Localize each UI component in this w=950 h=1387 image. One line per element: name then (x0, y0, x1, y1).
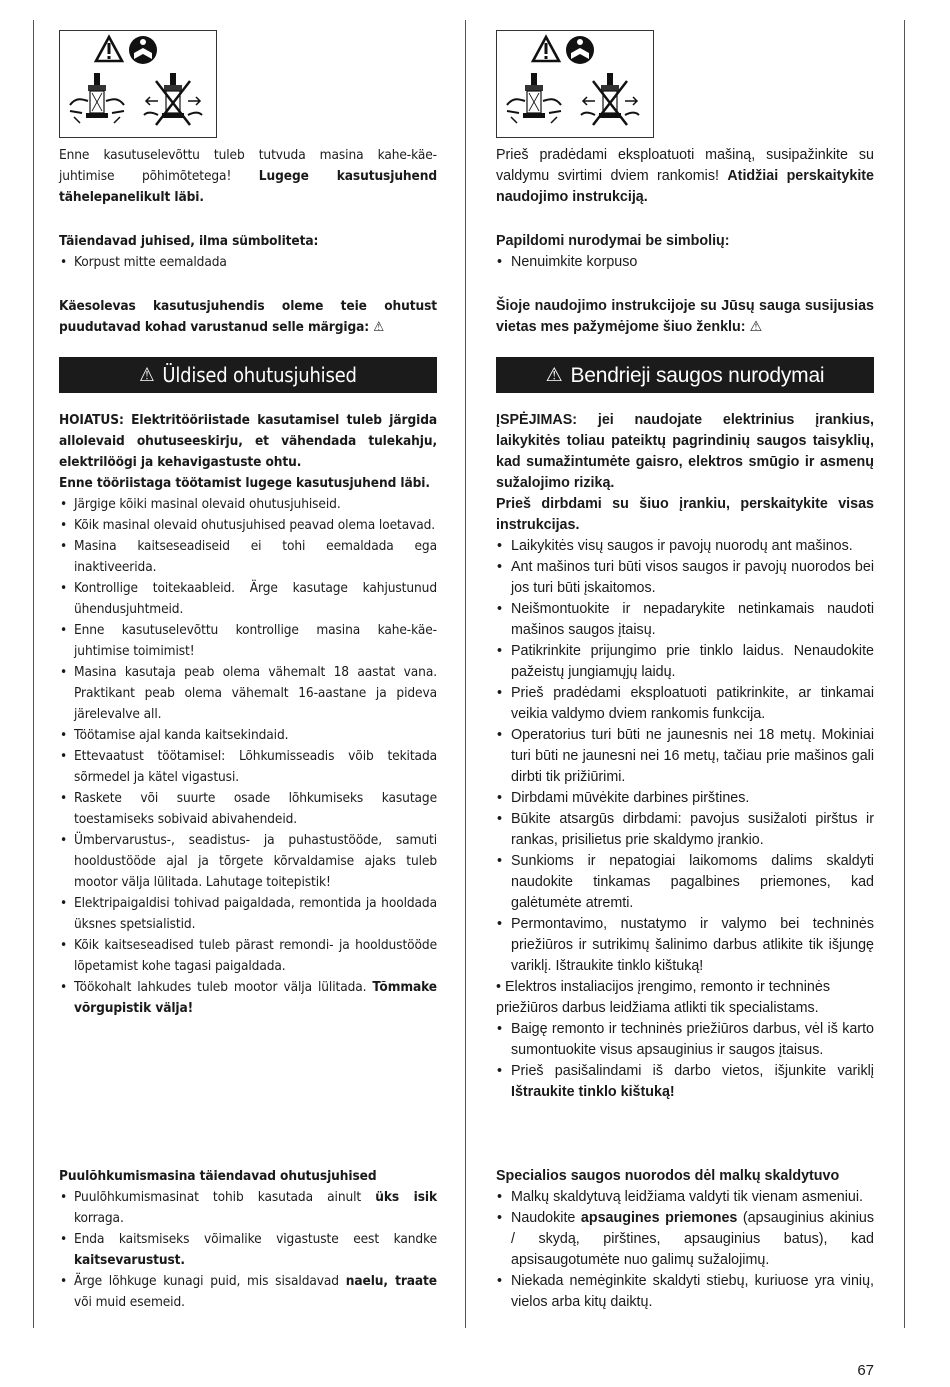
list-item: • Töötamise ajal kanda kaitsekindaid. (59, 725, 437, 746)
list-item: • Permontavimo, nustatymo ir valymo bei techninės priežiūros ir sutrikimų šalinimo darbus atlikite tik išjungę variklį. Ištraukite tinklo kištuką! (496, 914, 874, 977)
lithuanian-column (496, 30, 874, 1350)
last-item-text: Prieš pasišalindami iš darbo vietos, išjunkite variklį (511, 1063, 874, 1079)
intro-text: Prieš pradėdami eksploatuoti mašiną, susipažinkite su valdymu svirtimi dviem rankomis! (496, 147, 874, 184)
list-item: • Dirbdami mūvėkite darbines pirštines. (496, 788, 874, 809)
read-manual-icon (129, 36, 157, 64)
page-number: 67 (857, 1362, 874, 1379)
last-item-text: Töökohalt lahkudes tuleb mootor välja lülitada. (74, 979, 373, 995)
safety-pictogram-svg (497, 31, 653, 137)
warning-paragraph: ĮSPĖJIMAS: jei naudojate elektrinius įrankius, laikykitės toliau pateiktų pagrindinių saugos taisyklių, kad sumažintumėte gaisro, elektros smūgio ir asmenų sužalojimo riziką. (496, 412, 874, 491)
list-item: • Kõik kaitseseadised tuleb pärast remondi- ja hooldustööde lõpetamist kohe tagasi paigaldada. (59, 935, 437, 977)
special-safety-section (59, 1166, 437, 1313)
list-item: • Ant mašinos turi būti visos saugos ir pavojų nuorodos bei jos turi būti įskaitomos. (496, 557, 874, 599)
warning-triangle-icon: ⚠ (139, 363, 155, 386)
special-bold: apsaugines priemones (580, 1210, 738, 1226)
list-item: • Masina kasutaja peab olema vähemalt 18 aastat vana. Praktikant peab olema vähemalt 16-aastane ja pideva järelevalve all. (59, 662, 437, 725)
right-margin-rule (904, 20, 905, 1328)
intro-bold-text: Atidžiai perskaitykite naudojimo instrukciją. (496, 168, 875, 205)
special-text: Puulõhkumismasinat tohib kasutada ainult (74, 1189, 376, 1205)
last-item-bold: Tõmmake võrgupistik välja! (74, 979, 437, 1016)
intro-paragraph (59, 145, 437, 208)
machine-allowed-icon (507, 73, 561, 123)
special-list (496, 1187, 874, 1313)
list-item: • Neišmontuokite ir nepadarykite netinkamais naudoti mašinos saugos įtaisų. (496, 599, 874, 641)
list-item: • Kõik masinal olevaid ohutusjuhised peavad olema loetavad. (59, 515, 437, 536)
center-rule (465, 20, 466, 1328)
last-item-bold: Ištraukite tinklo kištuką! (511, 1084, 675, 1100)
special-bold: naelu, traate (345, 1273, 437, 1289)
intro-paragraph (496, 145, 874, 208)
list-item: • Baigę remonto ir techninės priežiūros darbus, vėl iš karto sumontuokite visus apsauginius ir saugos įtaisus. (496, 1019, 874, 1061)
list-item (59, 1229, 437, 1271)
list-item: • Patikrinkite prijungimo prie tinklo laidus. Nenaudokite pažeistų jungiamųjų laidų. (496, 641, 874, 683)
list-item (59, 1271, 437, 1313)
special-tail: korraga. (74, 1210, 124, 1226)
list-item (496, 1208, 874, 1271)
extra-instructions-heading: Papildomi nurodymai be simbolių: (496, 233, 730, 249)
banner-title: Bendrieji saugos nurodymai (570, 363, 825, 387)
list-item: • Elektripaigaldisi tohivad paigaldada, remontida ja hooldada üksnes spetsialistid. (59, 893, 437, 935)
machine-allowed-icon (70, 73, 124, 123)
safety-pictogram-svg (60, 31, 216, 137)
machine-forbidden-icon (581, 73, 639, 125)
list-item: • Järgige kõiki masinal olevaid ohutusjuhiseid. (59, 494, 437, 515)
read-manual-note: Enne tööriistaga töötamist lugege kasutusjuhend läbi. (59, 475, 430, 491)
safety-marking-note: Šioje naudojimo instrukcijoje su Jūsų sauga susijusias vietas mes pažymėjome šiuo ženklu: ⚠ (496, 298, 874, 335)
safety-marking-note: Käesolevas kasutusjuhendis oleme teie ohutust puudutavad kohad varustanud selle märgiga: ⚠ (59, 298, 437, 335)
special-tail: või muid esemeid. (74, 1294, 185, 1310)
safety-list (496, 536, 874, 1103)
machine-forbidden-icon (144, 73, 202, 125)
extra-instructions-list (496, 252, 874, 273)
list-item-plain: • Elektros instaliacijos įrengimo, remonto ir techninės priežiūros darbus leidžiama atlikti tik specialistams. (496, 979, 830, 1016)
extra-instructions-list (59, 252, 437, 273)
list-item: • Būkite atsargūs dirbdami: pavojus susižaloti pirštus ir rankas, prisilietus prie skaldymo įrankio. (496, 809, 874, 851)
warning-triangle-icon: ⚠ (545, 364, 563, 386)
section-banner (496, 357, 874, 393)
list-item: • Enne kasutuselevõttu kontrollige masina kahe-käe-juhtimise toimimist! (59, 620, 437, 662)
list-item: • Masina kaitseseadiseid ei tohi eemaldada ega inaktiveerida. (59, 536, 437, 578)
read-manual-note: Prieš dirbdami su šiuo įrankiu, perskaitykite visas instrukcijas. (496, 496, 874, 533)
safety-list (59, 494, 437, 1019)
safety-pictogram-et (59, 30, 217, 138)
left-margin-rule (33, 20, 34, 1328)
list-item: • Sunkioms ir nepatogiai laikomoms dalims skaldyti naudokite tinkamas pagalbines priemones, kad galėtumėte atremti. (496, 851, 874, 914)
read-manual-icon (566, 36, 594, 64)
special-bold: üks isik (375, 1189, 437, 1205)
special-heading: Puulõhkumismasina täiendavad ohutusjuhised (59, 1168, 377, 1184)
special-text: Ärge lõhkuge kunagi puid, mis sisaldavad (74, 1273, 346, 1289)
section-banner (59, 357, 437, 393)
special-text: Enda kaitsmiseks võimalike vigastuste eest kandke (74, 1231, 437, 1247)
list-item: • Kontrollige toitekaableid. Ärge kasutage kahjustunud ühendusjuhtmeid. (59, 578, 437, 620)
list-item: • Korpust mitte eemaldada (59, 252, 437, 273)
list-item (59, 977, 437, 1019)
extra-instructions-heading: Täiendavad juhised, ilma sümboliteta: (59, 233, 319, 249)
estonian-column (59, 30, 437, 1350)
list-item: • Prieš pradėdami eksploatuoti patikrinkite, ar tinkamai veikia valdymo dviem rankomis funkcija. (496, 683, 874, 725)
list-item: • Malkų skaldytuvą leidžiama valdyti tik vienam asmeniui. (496, 1187, 874, 1208)
list-item: • Laikykitės visų saugos ir pavojų nuorodų ant mašinos. (496, 536, 874, 557)
special-text: Naudokite (511, 1210, 581, 1226)
special-bold: kaitsevarustust. (74, 1252, 185, 1268)
list-item: • Operatorius turi būti ne jaunesnis nei 18 metų. Mokiniai turi būti ne jaunesni nei 16 metų, tačiau prie mašinos gali dirbti tik prižiūrimi. (496, 725, 874, 788)
intro-text: Enne kasutuselevõttu tuleb tutvuda masina kahe-käe-juhtimise põhimõtetega! (59, 147, 437, 184)
special-heading: Specialios saugos nuorodos dėl malkų skaldytuvo (496, 1168, 840, 1184)
list-item (59, 1187, 437, 1229)
warning-paragraph: HOIATUS: Elektritööriistade kasutamisel tuleb järgida allolevaid ohutuseeskirju, et vähendada tulekahju, elektrilöögi ja kehavigastuste ohtu. (59, 412, 437, 470)
intro-bold-text: Lugege kasutusjuhend tähelepanelikult läbi. (59, 168, 437, 205)
warning-triangle-icon (96, 37, 122, 61)
list-item (496, 1061, 874, 1103)
banner-title: Üldised ohutusjuhised (162, 362, 357, 387)
special-safety-section (496, 1166, 874, 1313)
warning-triangle-icon (533, 37, 559, 61)
list-item: • Nenuimkite korpuso (496, 252, 874, 273)
list-item: • Ümbervarustus-, seadistus- ja puhastustööde, samuti hooldustööde ajal ja tõrgete kõrvaldamise ajaks tuleb mootor välja lülitada. Lahutage toitepistik! (59, 830, 437, 893)
special-tail: (apsauginius akinius / skydą, pirštines, apsauginius batus), kad apsisaugotumėte nuo galimų sužalojimų. (511, 1210, 874, 1268)
special-list (59, 1187, 437, 1313)
list-item: • Raskete või suurte osade lõhkumiseks kasutage toestamiseks sobivaid abivahendeid. (59, 788, 437, 830)
list-item: • Ettevaatust töötamisel: Lõhkumisseadis võib tekitada sõrmedel ja kätel vigastusi. (59, 746, 437, 788)
list-item: • Niekada nemėginkite skaldyti stiebų, kuriuose yra vinių, vielos arba kitų daiktų. (496, 1271, 874, 1313)
safety-pictogram-lt (496, 30, 654, 138)
